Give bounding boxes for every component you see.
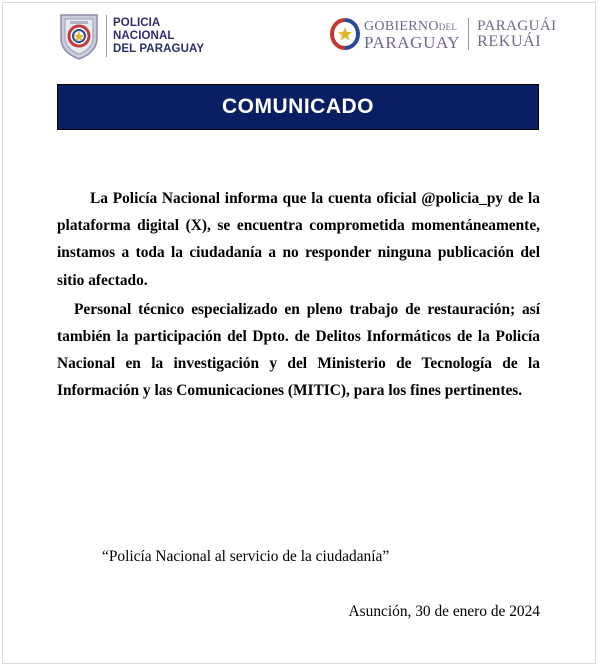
police-logo	[58, 12, 204, 60]
government-logo-divider	[468, 18, 469, 50]
document-body	[57, 185, 540, 405]
government-logo	[330, 18, 556, 50]
police-logo-line1: POLICIA	[113, 16, 161, 29]
paraguai-text: PARAGUÁI	[477, 18, 557, 34]
title-banner	[57, 84, 539, 130]
del-text: DEL	[438, 21, 458, 32]
government-logo-text	[364, 19, 460, 50]
government-star-icon	[330, 18, 360, 50]
motto: “Policía Nacional al servicio de la ciudadanía”	[102, 548, 390, 565]
police-shield-icon	[58, 12, 100, 60]
police-logo-divider	[106, 15, 107, 57]
paraguay-text: PARAGUAY	[364, 32, 461, 52]
police-logo-line2: NACIONAL	[113, 29, 175, 42]
date-line: Asunción, 30 de enero de 2024	[348, 603, 540, 620]
police-logo-text	[113, 17, 204, 56]
paragraph-2: Personal técnico especializado en pleno trabajo de restauración; así también la participación del Dpto. de Delitos Informáticos de la Policía Nacional en la investigación y del Ministerio de Tecnología de la Información y las Comunicaciones (MITIC), para los fines pertinentes.	[57, 300, 540, 400]
police-logo-line3: DEL PARAGUAY	[113, 42, 205, 55]
document-title: COMUNICADO	[222, 95, 374, 118]
paragraph-1: La Policía Nacional informa que la cuenta oficial @policia_py de la plataforma digital (X), se encuentra comprometida momentáneamente, instamos a toda la ciudadanía a no responder ninguna publicación del sitio afectado.	[57, 190, 540, 289]
gobierno-text: GOBIERNO	[364, 18, 439, 34]
rekuai-text: REKUÁI	[477, 33, 542, 50]
government-logo-guarani	[477, 19, 556, 49]
